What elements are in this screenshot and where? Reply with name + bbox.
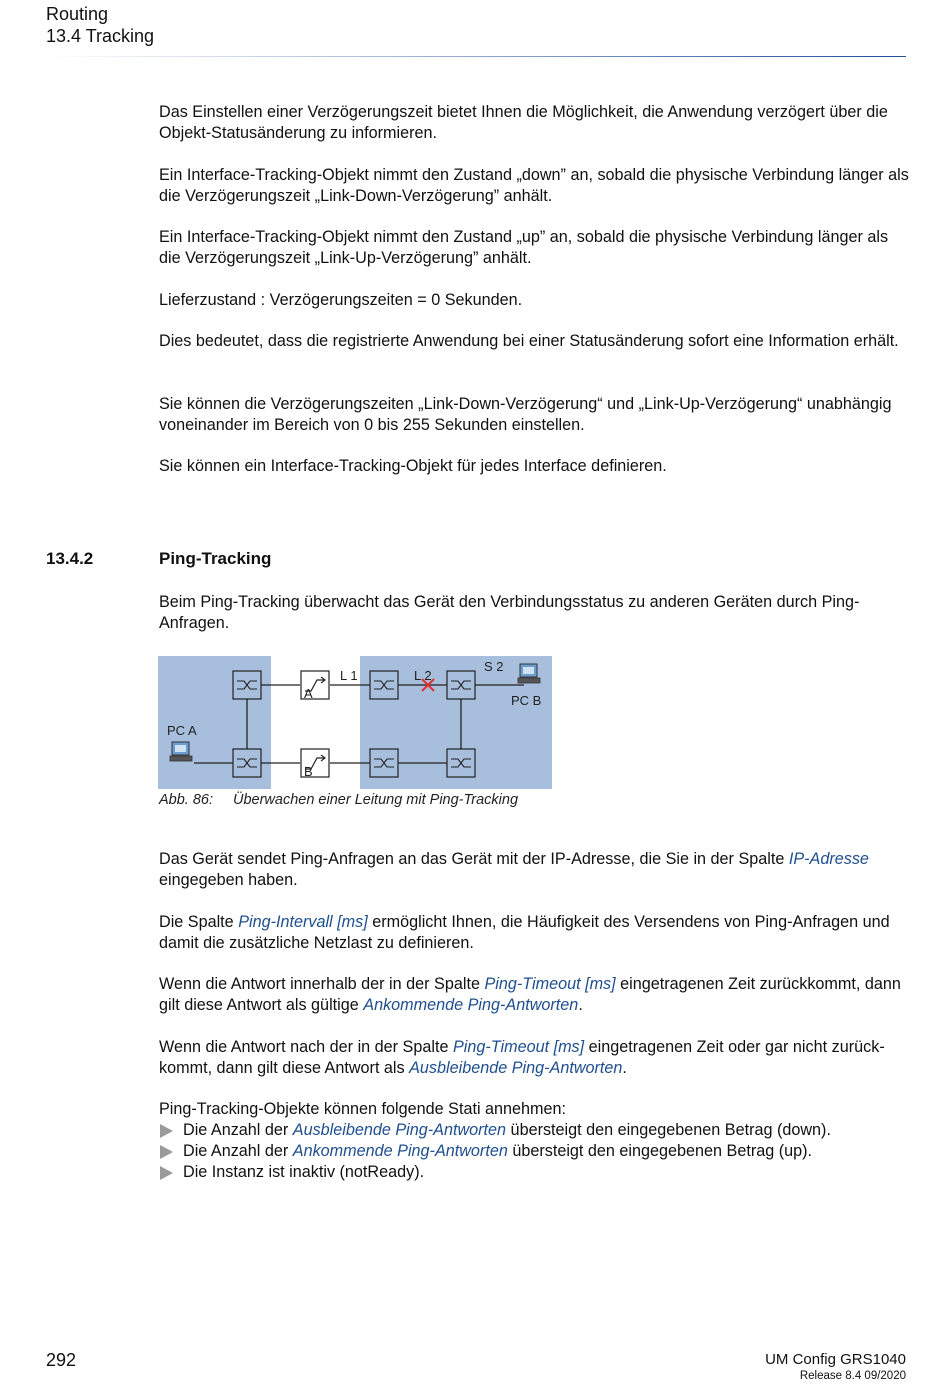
label-s2: S 2: [484, 659, 504, 674]
text-run: Die Instanz ist inaktiv (notReady).: [183, 1163, 425, 1181]
triangle-bullet-icon: [160, 1124, 173, 1138]
section-intro: Beim Ping-Tracking überwacht das Gerät den Verbindungsstatus zu anderen Geräten durch Ping-Anfragen.: [159, 593, 860, 632]
label-a: A: [304, 686, 313, 701]
body-paragraph: [159, 1037, 909, 1079]
intro-paragraph: Ein Interface-Tracking-Objekt nimmt den Zustand „up” an, sobald die physische Verbindung länger als die Verzögerungszeit „Link-Up-Verzögerung” anhält.: [159, 228, 889, 267]
ui-term: Ping-Timeout [ms]: [484, 975, 616, 993]
label-b: B: [304, 764, 313, 779]
text-run: .: [622, 1059, 627, 1077]
text-run: Wenn die Antwort innerhalb der in der Spalte: [159, 975, 485, 993]
figure-caption: [159, 792, 518, 808]
triangle-bullet-icon: [160, 1166, 173, 1180]
footer-document: UM Config GRS1040: [765, 1351, 906, 1368]
ui-term: Ping-Intervall [ms]: [238, 913, 368, 931]
switch-icon: [233, 671, 261, 699]
switch-icon: [370, 671, 398, 699]
text-run: übersteigt den eingegebenen Betrag (up).: [507, 1142, 813, 1160]
label-l2: L 2: [414, 668, 432, 683]
body-paragraph: [159, 849, 909, 891]
intro-paragraph: Lieferzustand : Verzögerungszeiten = 0 Sekunden.: [159, 291, 523, 309]
text-run: übersteigt den eingegebenen Betrag (down).: [506, 1121, 831, 1139]
body-paragraph: [159, 974, 909, 1016]
intro-paragraph: Sie können ein Interface-Tracking-Objekt für jedes Interface definieren.: [159, 457, 667, 475]
header-section: 13.4 Tracking: [46, 26, 155, 46]
label-pc-a: PC A: [167, 723, 197, 738]
section-number: 13.4.2: [46, 549, 94, 568]
list-item: [159, 1141, 909, 1162]
intro-paragraph: Ein Interface-Tracking-Objekt nimmt den Zustand „down” an, sobald die physische Verbindung länger als die Verzögerungszeit „Link-Down-Verzögerung” anhält.: [159, 166, 909, 205]
label-l1: L 1: [340, 668, 358, 683]
text-run: Die Spalte: [159, 913, 239, 931]
ui-term: Ausbleibende Ping-Antworten: [409, 1059, 623, 1077]
ping-tracking-diagram: [158, 656, 552, 792]
section-title: Ping-Tracking: [159, 549, 272, 568]
text-run: eingetragenen Zeit zurückkommt, dann gilt diese Antwort als gültige: [159, 975, 901, 1014]
text-run: Die Anzahl der: [183, 1121, 293, 1139]
figure-number: Abb. 86:: [159, 792, 214, 808]
body-paragraph: Ping-Tracking-Objekte können folgende Stati annehmen:: [159, 1100, 567, 1118]
switch-icon: [447, 671, 475, 699]
ui-term: Ankommende Ping-Antworten: [292, 1142, 508, 1160]
computer-icon: [518, 664, 540, 683]
header-chapter: Routing: [46, 4, 109, 24]
page-number: 292: [46, 1350, 77, 1370]
figure-caption-text: Überwachen einer Leitung mit Ping-Tracking: [233, 792, 519, 808]
ui-term: Ausbleibende Ping-Antworten: [292, 1121, 507, 1139]
footer-release: Release 8.4 09/2020: [799, 1370, 906, 1382]
header-rule: [46, 56, 906, 57]
intro-paragraph: Das Einstellen einer Verzögerungszeit bietet Ihnen die Möglichkeit, die Anwendung verzögert über die Objekt-Statusänderung zu informieren.: [159, 103, 888, 142]
text-run: ermöglicht Ihnen, die Häufigkeit des Versendens von Ping-Anfragen und damit die zusätzliche Netzlast zu definieren.: [159, 913, 890, 952]
list-item: [159, 1120, 909, 1141]
label-pc-b: PC B: [511, 693, 542, 708]
text-run: eingegeben haben.: [159, 871, 298, 889]
text-run: eingetragenen Zeit oder gar nicht zurückkommt, dann gilt diese Antwort als: [159, 1038, 885, 1077]
switch-icon: [370, 749, 398, 777]
ui-term: Ankommende Ping-Antworten: [363, 996, 579, 1014]
list-item: [159, 1162, 909, 1183]
triangle-bullet-icon: [160, 1145, 173, 1159]
status-bullet-list: [159, 1120, 909, 1183]
computer-icon: [170, 742, 192, 761]
switch-icon: [447, 749, 475, 777]
switch-icon: [233, 749, 261, 777]
ui-term: IP-Adresse: [788, 850, 869, 868]
intro-paragraph: Sie können die Verzögerungszeiten „Link-Down-Verzögerung“ und „Link-Up-Verzögerung“ unabhängig voneinander im Bereich von 0 bis 255 Sekunden einstellen.: [159, 395, 892, 434]
ui-term: Ping-Timeout [ms]: [452, 1038, 585, 1056]
text-run: Die Anzahl der: [183, 1142, 293, 1160]
intro-paragraph: Dies bedeutet, dass die registrierte Anwendung bei einer Statusänderung sofort eine Information erhält.: [159, 332, 899, 350]
text-run: .: [578, 996, 583, 1014]
text-run: Das Gerät sendet Ping-Anfragen an das Gerät mit der IP-Adresse, die Sie in der Spalte: [159, 850, 789, 868]
body-paragraph: [159, 912, 909, 954]
text-run: Wenn die Antwort nach der in der Spalte: [159, 1038, 453, 1056]
